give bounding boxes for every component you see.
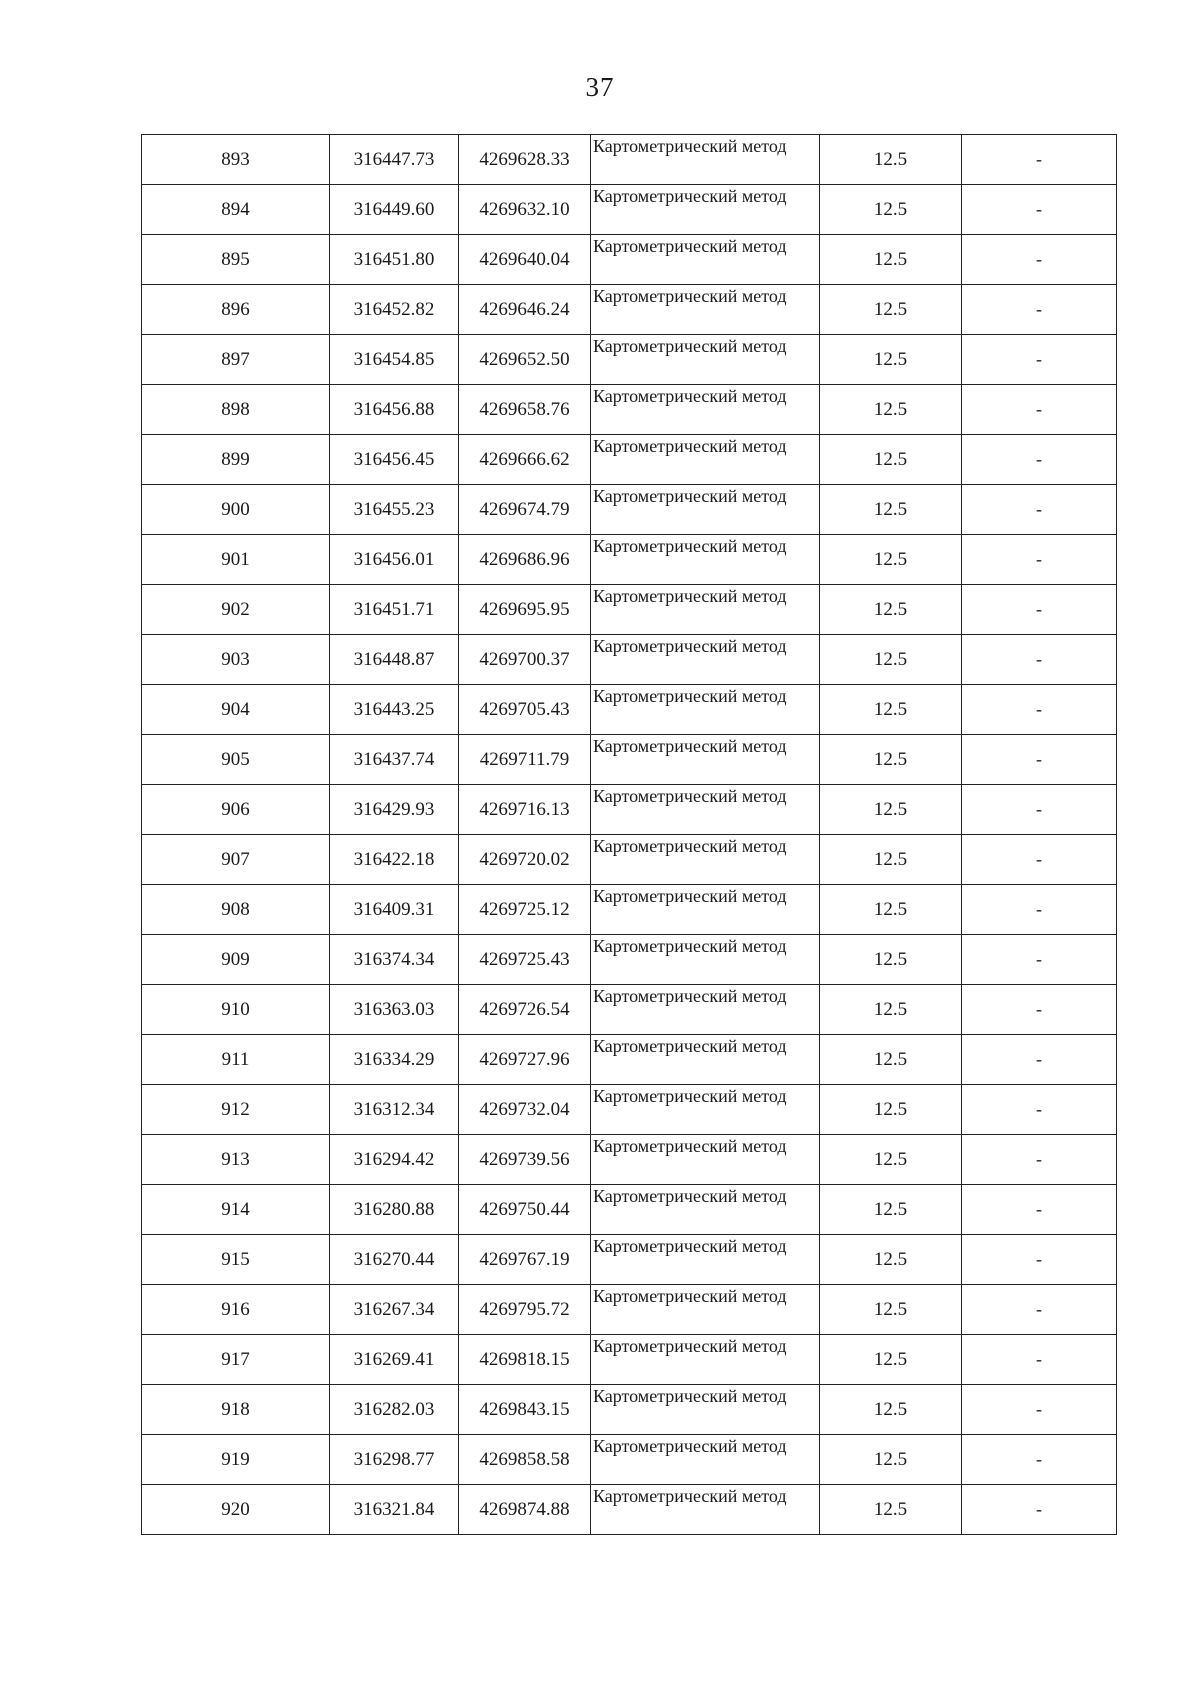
accuracy-cell: 12.5 [820, 1035, 962, 1085]
table-row [142, 135, 1117, 185]
note-cell: - [962, 1085, 1117, 1135]
x-coordinate-cell: 316374.34 [330, 935, 459, 985]
note-cell: - [962, 1485, 1117, 1535]
y-coordinate-cell: 4269700.37 [459, 635, 591, 685]
point-number-cell: 910 [142, 985, 330, 1035]
accuracy-cell: 12.5 [820, 285, 962, 335]
table-body [142, 135, 1117, 1535]
table-row [142, 1135, 1117, 1185]
method-cell: Картометрический метод [591, 135, 820, 185]
method-cell: Картометрический метод [591, 1285, 820, 1335]
table-row [142, 185, 1117, 235]
x-coordinate-cell: 316280.88 [330, 1185, 459, 1235]
method-cell: Картометрический метод [591, 1435, 820, 1485]
table-row [142, 1035, 1117, 1085]
x-coordinate-cell: 316269.41 [330, 1335, 459, 1385]
y-coordinate-cell: 4269686.96 [459, 535, 591, 585]
x-coordinate-cell: 316449.60 [330, 185, 459, 235]
note-cell: - [962, 435, 1117, 485]
x-coordinate-cell: 316422.18 [330, 835, 459, 885]
y-coordinate-cell: 4269695.95 [459, 585, 591, 635]
note-cell: - [962, 385, 1117, 435]
point-number-cell: 915 [142, 1235, 330, 1285]
accuracy-cell: 12.5 [820, 1385, 962, 1435]
note-cell: - [962, 685, 1117, 735]
x-coordinate-cell: 316321.84 [330, 1485, 459, 1535]
x-coordinate-cell: 316456.88 [330, 385, 459, 435]
x-coordinate-cell: 316454.85 [330, 335, 459, 385]
table-row [142, 1385, 1117, 1435]
table-row [142, 1235, 1117, 1285]
method-cell: Картометрический метод [591, 785, 820, 835]
method-cell: Картометрический метод [591, 635, 820, 685]
accuracy-cell: 12.5 [820, 1285, 962, 1335]
y-coordinate-cell: 4269874.88 [459, 1485, 591, 1535]
note-cell: - [962, 485, 1117, 535]
y-coordinate-cell: 4269858.58 [459, 1435, 591, 1485]
point-number-cell: 919 [142, 1435, 330, 1485]
point-number-cell: 907 [142, 835, 330, 885]
note-cell: - [962, 835, 1117, 885]
accuracy-cell: 12.5 [820, 835, 962, 885]
y-coordinate-cell: 4269818.15 [459, 1335, 591, 1385]
point-number-cell: 913 [142, 1135, 330, 1185]
table-row [142, 585, 1117, 635]
table-row [142, 535, 1117, 585]
point-number-cell: 908 [142, 885, 330, 935]
method-cell: Картометрический метод [591, 585, 820, 635]
y-coordinate-cell: 4269705.43 [459, 685, 591, 735]
table-row [142, 985, 1117, 1035]
y-coordinate-cell: 4269632.10 [459, 185, 591, 235]
point-number-cell: 914 [142, 1185, 330, 1235]
table-row [142, 1285, 1117, 1335]
note-cell: - [962, 285, 1117, 335]
accuracy-cell: 12.5 [820, 685, 962, 735]
method-cell: Картометрический метод [591, 935, 820, 985]
y-coordinate-cell: 4269767.19 [459, 1235, 591, 1285]
accuracy-cell: 12.5 [820, 485, 962, 535]
x-coordinate-cell: 316270.44 [330, 1235, 459, 1285]
y-coordinate-cell: 4269727.96 [459, 1035, 591, 1085]
accuracy-cell: 12.5 [820, 885, 962, 935]
note-cell: - [962, 1335, 1117, 1385]
table-row [142, 235, 1117, 285]
point-number-cell: 917 [142, 1335, 330, 1385]
point-number-cell: 901 [142, 535, 330, 585]
y-coordinate-cell: 4269725.12 [459, 885, 591, 935]
table-row [142, 885, 1117, 935]
point-number-cell: 911 [142, 1035, 330, 1085]
accuracy-cell: 12.5 [820, 535, 962, 585]
point-number-cell: 903 [142, 635, 330, 685]
method-cell: Картометрический метод [591, 335, 820, 385]
accuracy-cell: 12.5 [820, 785, 962, 835]
table-row [142, 1485, 1117, 1535]
x-coordinate-cell: 316443.25 [330, 685, 459, 735]
note-cell: - [962, 185, 1117, 235]
table-row [142, 935, 1117, 985]
table-row [142, 335, 1117, 385]
x-coordinate-cell: 316267.34 [330, 1285, 459, 1335]
table-row [142, 635, 1117, 685]
x-coordinate-cell: 316451.71 [330, 585, 459, 635]
coordinates-table [141, 134, 1117, 1535]
point-number-cell: 897 [142, 335, 330, 385]
accuracy-cell: 12.5 [820, 1485, 962, 1535]
note-cell: - [962, 1435, 1117, 1485]
y-coordinate-cell: 4269674.79 [459, 485, 591, 535]
note-cell: - [962, 335, 1117, 385]
x-coordinate-cell: 316282.03 [330, 1385, 459, 1435]
point-number-cell: 898 [142, 385, 330, 435]
note-cell: - [962, 1185, 1117, 1235]
x-coordinate-cell: 316334.29 [330, 1035, 459, 1085]
x-coordinate-cell: 316437.74 [330, 735, 459, 785]
accuracy-cell: 12.5 [820, 985, 962, 1035]
table-row [142, 1185, 1117, 1235]
point-number-cell: 916 [142, 1285, 330, 1335]
accuracy-cell: 12.5 [820, 385, 962, 435]
note-cell: - [962, 935, 1117, 985]
note-cell: - [962, 235, 1117, 285]
table-row [142, 435, 1117, 485]
note-cell: - [962, 985, 1117, 1035]
point-number-cell: 893 [142, 135, 330, 185]
method-cell: Картометрический метод [591, 735, 820, 785]
x-coordinate-cell: 316363.03 [330, 985, 459, 1035]
point-number-cell: 899 [142, 435, 330, 485]
y-coordinate-cell: 4269843.15 [459, 1385, 591, 1435]
y-coordinate-cell: 4269652.50 [459, 335, 591, 385]
accuracy-cell: 12.5 [820, 1435, 962, 1485]
x-coordinate-cell: 316455.23 [330, 485, 459, 535]
note-cell: - [962, 585, 1117, 635]
point-number-cell: 920 [142, 1485, 330, 1535]
y-coordinate-cell: 4269732.04 [459, 1085, 591, 1135]
point-number-cell: 906 [142, 785, 330, 835]
y-coordinate-cell: 4269795.72 [459, 1285, 591, 1335]
point-number-cell: 900 [142, 485, 330, 535]
note-cell: - [962, 1235, 1117, 1285]
x-coordinate-cell: 316456.01 [330, 535, 459, 585]
note-cell: - [962, 1035, 1117, 1085]
note-cell: - [962, 1285, 1117, 1335]
accuracy-cell: 12.5 [820, 435, 962, 485]
accuracy-cell: 12.5 [820, 1135, 962, 1185]
y-coordinate-cell: 4269739.56 [459, 1135, 591, 1185]
note-cell: - [962, 1385, 1117, 1435]
table-row [142, 835, 1117, 885]
accuracy-cell: 12.5 [820, 1335, 962, 1385]
table-row [142, 735, 1117, 785]
point-number-cell: 905 [142, 735, 330, 785]
method-cell: Картометрический метод [591, 835, 820, 885]
accuracy-cell: 12.5 [820, 135, 962, 185]
point-number-cell: 912 [142, 1085, 330, 1135]
table-row [142, 385, 1117, 435]
note-cell: - [962, 735, 1117, 785]
table-row [142, 285, 1117, 335]
x-coordinate-cell: 316294.42 [330, 1135, 459, 1185]
point-number-cell: 895 [142, 235, 330, 285]
note-cell: - [962, 1135, 1117, 1185]
method-cell: Картометрический метод [591, 235, 820, 285]
x-coordinate-cell: 316452.82 [330, 285, 459, 335]
x-coordinate-cell: 316429.93 [330, 785, 459, 835]
method-cell: Картометрический метод [591, 535, 820, 585]
y-coordinate-cell: 4269716.13 [459, 785, 591, 835]
point-number-cell: 918 [142, 1385, 330, 1435]
method-cell: Картометрический метод [591, 485, 820, 535]
note-cell: - [962, 885, 1117, 935]
method-cell: Картометрический метод [591, 1385, 820, 1435]
page-number: 37 [585, 72, 615, 102]
y-coordinate-cell: 4269658.76 [459, 385, 591, 435]
y-coordinate-cell: 4269726.54 [459, 985, 591, 1035]
method-cell: Картометрический метод [591, 1335, 820, 1385]
note-cell: - [962, 785, 1117, 835]
x-coordinate-cell: 316312.34 [330, 1085, 459, 1135]
point-number-cell: 904 [142, 685, 330, 735]
method-cell: Картометрический метод [591, 1035, 820, 1085]
method-cell: Картометрический метод [591, 885, 820, 935]
method-cell: Картометрический метод [591, 435, 820, 485]
method-cell: Картометрический метод [591, 285, 820, 335]
method-cell: Картометрический метод [591, 1085, 820, 1135]
accuracy-cell: 12.5 [820, 235, 962, 285]
note-cell: - [962, 635, 1117, 685]
accuracy-cell: 12.5 [820, 585, 962, 635]
method-cell: Картометрический метод [591, 1135, 820, 1185]
accuracy-cell: 12.5 [820, 1085, 962, 1135]
x-coordinate-cell: 316456.45 [330, 435, 459, 485]
x-coordinate-cell: 316448.87 [330, 635, 459, 685]
table-row [142, 685, 1117, 735]
x-coordinate-cell: 316451.80 [330, 235, 459, 285]
y-coordinate-cell: 4269750.44 [459, 1185, 591, 1235]
point-number-cell: 894 [142, 185, 330, 235]
method-cell: Картометрический метод [591, 1185, 820, 1235]
accuracy-cell: 12.5 [820, 335, 962, 385]
note-cell: - [962, 135, 1117, 185]
accuracy-cell: 12.5 [820, 735, 962, 785]
x-coordinate-cell: 316298.77 [330, 1435, 459, 1485]
table-row [142, 1335, 1117, 1385]
method-cell: Картометрический метод [591, 685, 820, 735]
method-cell: Картометрический метод [591, 985, 820, 1035]
y-coordinate-cell: 4269725.43 [459, 935, 591, 985]
table-row [142, 785, 1117, 835]
y-coordinate-cell: 4269666.62 [459, 435, 591, 485]
accuracy-cell: 12.5 [820, 635, 962, 685]
y-coordinate-cell: 4269711.79 [459, 735, 591, 785]
x-coordinate-cell: 316447.73 [330, 135, 459, 185]
table-row [142, 1435, 1117, 1485]
accuracy-cell: 12.5 [820, 1235, 962, 1285]
method-cell: Картометрический метод [591, 1485, 820, 1535]
method-cell: Картометрический метод [591, 1235, 820, 1285]
method-cell: Картометрический метод [591, 385, 820, 435]
y-coordinate-cell: 4269720.02 [459, 835, 591, 885]
y-coordinate-cell: 4269628.33 [459, 135, 591, 185]
table-row [142, 485, 1117, 535]
x-coordinate-cell: 316409.31 [330, 885, 459, 935]
table-row [142, 1085, 1117, 1135]
point-number-cell: 909 [142, 935, 330, 985]
point-number-cell: 902 [142, 585, 330, 635]
y-coordinate-cell: 4269646.24 [459, 285, 591, 335]
accuracy-cell: 12.5 [820, 935, 962, 985]
accuracy-cell: 12.5 [820, 185, 962, 235]
point-number-cell: 896 [142, 285, 330, 335]
method-cell: Картометрический метод [591, 185, 820, 235]
accuracy-cell: 12.5 [820, 1185, 962, 1235]
note-cell: - [962, 535, 1117, 585]
y-coordinate-cell: 4269640.04 [459, 235, 591, 285]
